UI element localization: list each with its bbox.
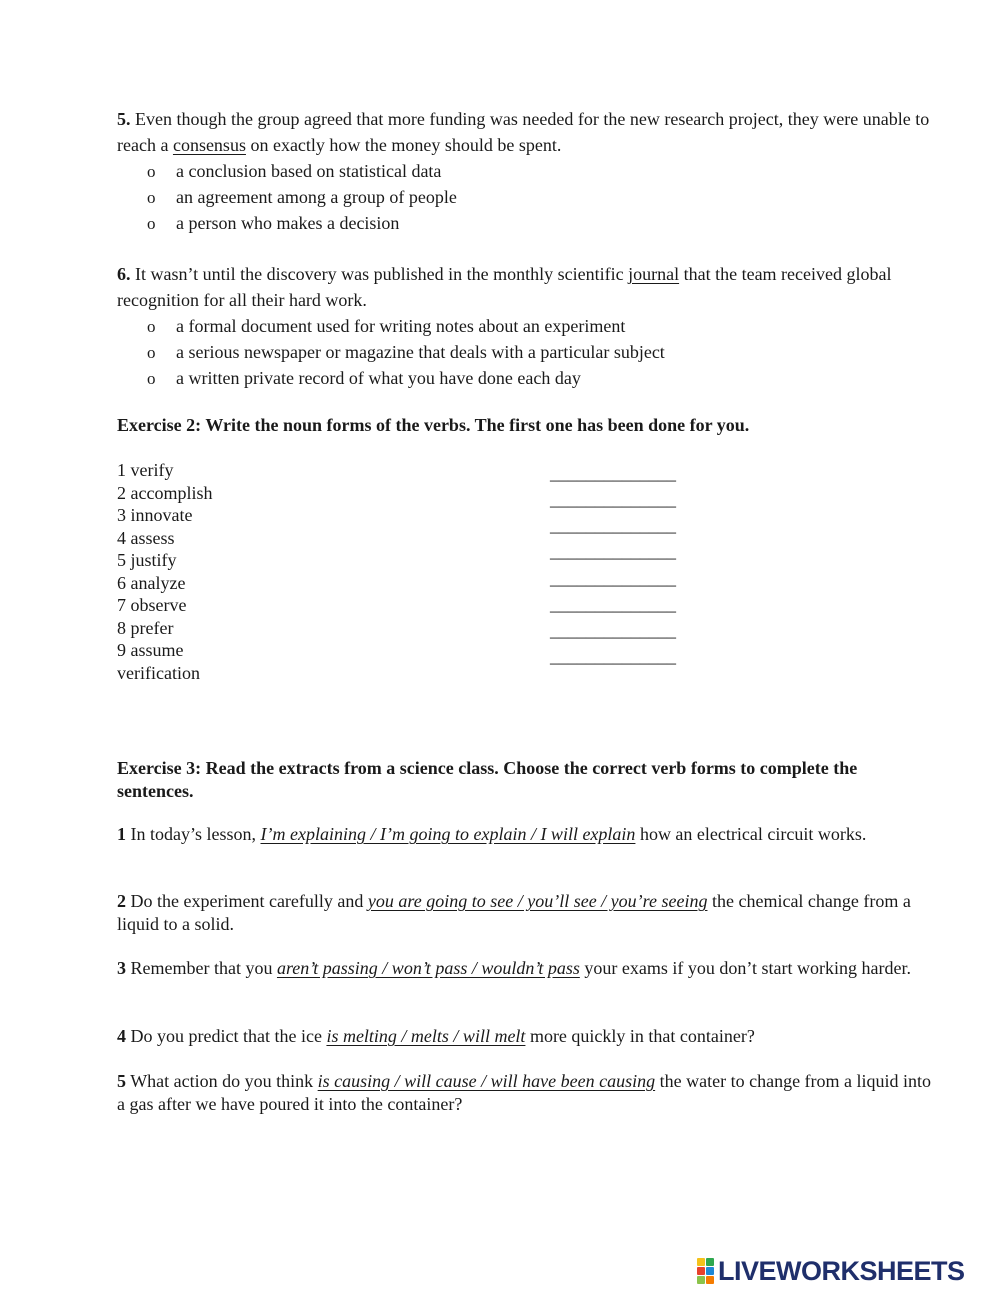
question-text-end: that the team received global recognition for all their hard work. bbox=[117, 264, 892, 310]
exercise-3-item-5 bbox=[117, 1070, 937, 1116]
option-label: a formal document used for writing notes about an experiment bbox=[176, 316, 626, 336]
question-number: 5. bbox=[117, 109, 131, 129]
verb-choices[interactable]: you are going to see / you’ll see / you’re seeing bbox=[367, 891, 708, 911]
question-5 bbox=[117, 106, 937, 158]
verb-choices[interactable]: aren’t passing / won’t pass / wouldn’t pass bbox=[276, 958, 580, 978]
item-number: 5 bbox=[117, 1071, 126, 1091]
radio-circle-icon: o bbox=[147, 188, 156, 207]
option-label: an agreement among a group of people bbox=[176, 187, 457, 207]
item-number: 3 bbox=[117, 958, 126, 978]
radio-circle-icon: o bbox=[147, 317, 156, 336]
item-number: 2 bbox=[117, 891, 126, 911]
verb-item: verification bbox=[117, 663, 200, 683]
item-text-end: how an electrical circuit works. bbox=[639, 824, 867, 844]
verb-choices[interactable]: is melting / melts / will melt bbox=[326, 1026, 526, 1046]
verb-choices[interactable]: I’m explaining / I’m going to explain / I will explain bbox=[260, 824, 636, 844]
target-word: consensus bbox=[172, 135, 246, 155]
logo-blocks-icon bbox=[697, 1258, 714, 1284]
option-label: a conclusion based on statistical data bbox=[176, 161, 442, 181]
liveworksheets-logo bbox=[697, 1256, 965, 1286]
exercise-2-heading: Exercise 2: Write the noun forms of the verbs. The first one has been done for you. bbox=[117, 415, 750, 435]
verb-item: 9 assume bbox=[117, 640, 184, 660]
logo-text: LIVEWORKSHEETS bbox=[718, 1255, 965, 1286]
answer-blank-8[interactable]: ______________ bbox=[550, 646, 676, 666]
option-label: a written private record of what you have done each day bbox=[176, 368, 581, 388]
q6-option-1[interactable] bbox=[147, 313, 625, 340]
question-6 bbox=[117, 261, 937, 313]
q5-option-3[interactable] bbox=[147, 210, 399, 237]
exercise-3-item-3 bbox=[117, 957, 937, 980]
item-text: Do the experiment carefully and bbox=[130, 891, 364, 911]
exercise-3-heading: Exercise 3: Read the extracts from a science class. Choose the correct verb forms to complete the sentences. bbox=[117, 758, 858, 801]
radio-circle-icon: o bbox=[147, 214, 156, 233]
verb-choices[interactable]: is causing / will cause / will have been causing bbox=[317, 1071, 656, 1091]
option-label: a serious newspaper or magazine that deals with a particular subject bbox=[176, 342, 665, 362]
q6-option-3[interactable] bbox=[147, 365, 581, 392]
answer-blank-5[interactable]: ______________ bbox=[550, 568, 676, 588]
answer-blank-7[interactable]: ______________ bbox=[550, 620, 676, 640]
item-text: Remember that you bbox=[130, 958, 273, 978]
answer-blank-4[interactable]: ______________ bbox=[550, 541, 676, 561]
exercise-3-item-2 bbox=[117, 890, 937, 936]
answer-blank-2[interactable]: ______________ bbox=[550, 489, 676, 509]
answer-blank-1[interactable]: ______________ bbox=[550, 463, 676, 483]
answer-blank-3[interactable]: ______________ bbox=[550, 515, 676, 535]
q6-option-2[interactable] bbox=[147, 339, 665, 366]
exercise-3-item-1 bbox=[117, 823, 937, 846]
logo-block bbox=[706, 1276, 714, 1284]
radio-circle-icon: o bbox=[147, 343, 156, 362]
item-text: In today’s lesson, bbox=[130, 824, 256, 844]
item-text-end: more quickly in that container? bbox=[529, 1026, 755, 1046]
logo-block bbox=[697, 1276, 705, 1284]
item-number: 1 bbox=[117, 824, 126, 844]
question-text: Even though the group agreed that more funding was needed for the new research project, they were unable to reach a bbox=[117, 109, 930, 155]
answer-blank-6[interactable]: ______________ bbox=[550, 594, 676, 614]
verb-item: 3 innovate bbox=[117, 505, 193, 525]
item-text: What action do you think bbox=[130, 1071, 314, 1091]
question-number: 6. bbox=[117, 264, 131, 284]
target-word: journal bbox=[628, 264, 680, 284]
item-text-end: the chemical change from a liquid to a solid. bbox=[117, 891, 911, 934]
verb-item: 5 justify bbox=[117, 550, 177, 570]
item-number: 4 bbox=[117, 1026, 126, 1046]
item-text: Do you predict that the ice bbox=[130, 1026, 322, 1046]
radio-circle-icon: o bbox=[147, 369, 156, 388]
verb-item: 7 observe bbox=[117, 595, 187, 615]
verb-item: 2 accomplish bbox=[117, 483, 213, 503]
verb-item: 4 assess bbox=[117, 528, 175, 548]
verb-item: 8 prefer bbox=[117, 618, 174, 638]
logo-block bbox=[706, 1258, 714, 1266]
option-label: a person who makes a decision bbox=[176, 213, 400, 233]
question-text: It wasn’t until the discovery was published in the monthly scientific bbox=[135, 264, 624, 284]
question-text-end: on exactly how the money should be spent. bbox=[250, 135, 562, 155]
verb-item: 1 verify bbox=[117, 460, 174, 480]
q5-option-1[interactable] bbox=[147, 158, 441, 185]
logo-block bbox=[697, 1258, 705, 1266]
verb-item: 6 analyze bbox=[117, 573, 186, 593]
exercise-3-item-4 bbox=[117, 1025, 937, 1048]
radio-circle-icon: o bbox=[147, 162, 156, 181]
logo-block bbox=[697, 1267, 705, 1275]
item-text-end: the water to change from a liquid into a gas after we have poured it into the container? bbox=[117, 1071, 932, 1114]
logo-block bbox=[706, 1267, 714, 1275]
q5-option-2[interactable] bbox=[147, 184, 457, 211]
item-text-end: your exams if you don’t start working harder. bbox=[584, 958, 911, 978]
